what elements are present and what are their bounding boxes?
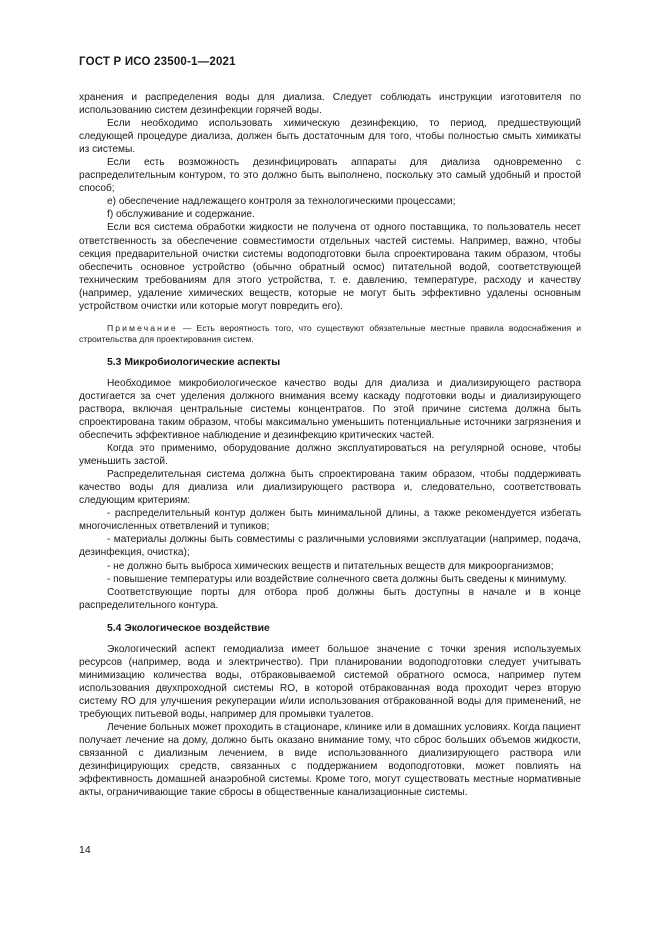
list-item-f: f) обслуживание и содержание. bbox=[107, 209, 255, 221]
paragraph: Когда это применимо, оборудование должно эксплуатироваться на регулярной основе, чтобы уменьшить застой. bbox=[79, 443, 581, 468]
page-number: 14 bbox=[79, 844, 91, 856]
paragraph: хранения и распределения воды для диализа. Следует соблюдать инструкции изготовителя по использованию систем дезинфекции горячей воды. bbox=[79, 92, 581, 117]
list-item-e: e) обеспечение надлежащего контроля за технологическими процессами; bbox=[107, 196, 456, 208]
paragraph: Лечение больных может проходить в стационаре, клинике или в домашних условиях. Когда пациент получает лечение на дому, должно быть оказано внимание тому, что сброс больших объемов жидкости, связанной с диализным лечением, в виде использованного диализирующего раствора или дезинфицирующих средств, связанных с поддержанием водоподготовки, может повлиять на эффективность домашней анаэробной системы. Кроме того, могут существовать местные нормативные акты, ограничивающие такие сбросы в общественные канализационные системы. bbox=[79, 722, 581, 799]
note-label: Примечание bbox=[107, 322, 178, 333]
bullet-item: - материалы должны быть совместимы с различными условиями эксплуатации (например, подача, дезинфекция, очистка); bbox=[79, 534, 581, 559]
note-text: — Есть вероятность того, что существуют обязательные местные правила водоснабжения и строительства для проектирования систем. bbox=[79, 322, 581, 345]
document-body bbox=[79, 91, 581, 799]
bullet-item: - повышение температуры или воздействие солнечного света должны быть сведены к минимуму. bbox=[107, 573, 567, 585]
section-heading-5-4: 5.4 Экологическое воздействие bbox=[107, 622, 270, 634]
document-header: ГОСТ Р ИСО 23500-1—2021 bbox=[79, 56, 236, 68]
paragraph: Распределительная система должна быть спроектирована таким образом, чтобы поддерживать качество воды для диализа или диализирующего раствора и, следовательно, соответствовать следующим критериям: bbox=[79, 469, 581, 507]
paragraph: Если вся система обработки жидкости не получена от одного поставщика, то пользователь несет ответственность за обеспечение совместимости отдельных частей системы. Например, важно, чтобы секция предварительной очистки системы водоподготовки была спроектирована таким образом, чтобы обеспечить основное устройство (обычно обратный осмос) питательной водой, соответствующей техническим требованиям для этого устройства, т. е. давлению, температуре, расходу и качеству (например, удаление химических веществ, которые не могут быть эффективно удалены основным устройством очистки или которые могут повредить его). bbox=[79, 222, 581, 312]
paragraph: Соответствующие порты для отбора проб должны быть доступны в начале и в конце распределительного контура. bbox=[79, 586, 581, 611]
section-heading-5-3: 5.3 Микробиологические аспекты bbox=[107, 356, 281, 368]
bullet-item: - распределительный контур должен быть минимальной длины, а также рекомендуется избегать многочисленных ответвлений и тупиков; bbox=[79, 508, 581, 533]
paragraph: Если необходимо использовать химическую дезинфекцию, то период, предшествующий следующей процедуре диализа, должен быть достаточным для того, чтобы полностью смыть химикаты из системы. bbox=[79, 118, 581, 156]
note bbox=[79, 323, 581, 346]
paragraph: Если есть возможность дезинфицировать аппараты для диализа одновременно с распределительным контуром, то это должно быть выполнено, поскольку это самый удобный и простой способ; bbox=[79, 157, 581, 195]
paragraph: Необходимое микробиологическое качество воды для диализа и диализирующего раствора достигается за счет уделения должного внимания всему каскаду подготовки воды и диализирующего раствора, включая центральные системы концентратов. По этой причине система должна быть спроектирована таким образом, чтобы максимально уменьшить потенциальные источники загрязнения и обеспечить эффективное наблюдение и дезинфекцию критических частей. bbox=[79, 377, 581, 442]
bullet-item: - не должно быть выброса химических веществ и питательных веществ для микроорганизмов; bbox=[107, 560, 554, 572]
paragraph: Экологический аспект гемодиализа имеет большое значение с точки зрения используемых ресурсов (например, вода и электричество). При планировании водоподготовки следует учитывать минимизацию количества воды, отбраковываемой системой обратного осмоса, например путем использования двухпроходной системы RO, в которой отбракованная вода проходит через вторую систему RO для улучшения рекуперации и/или использования отбракованной воды для применений, не требующих питьевой воды, например для промывки туалетов. bbox=[79, 643, 581, 720]
